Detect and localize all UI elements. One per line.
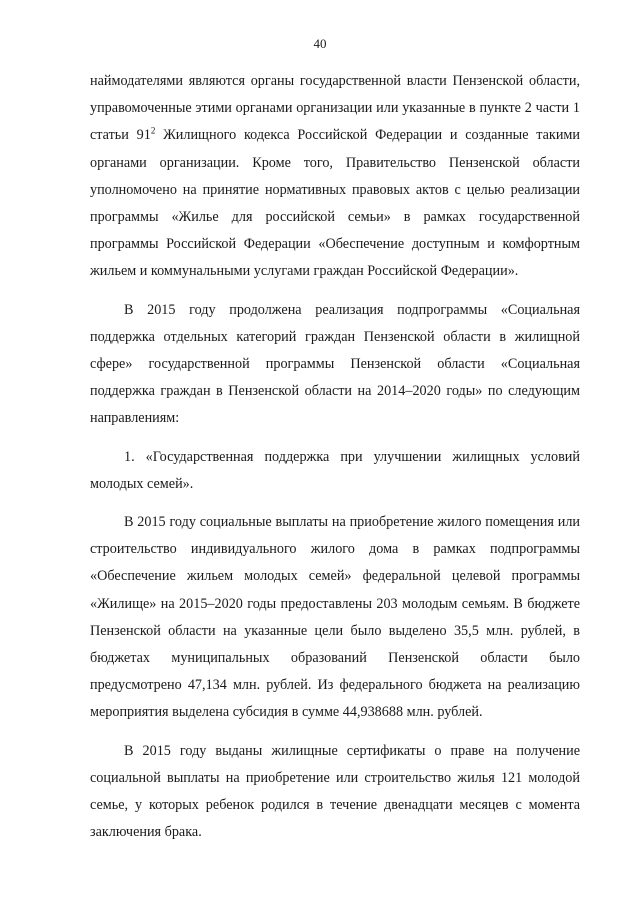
paragraph-social-payments: В 2015 году социальные выплаты на приобретение жилого помещения или строительство индивидуального жилого дома в рамках подпрограммы «Обеспечение жильем молодых семей» федеральной целевой программы «Жилище» на 2015–2020 годы предоставлены 203 молодым семьям. В бюджете Пензенской области на указанные цели было выделено 35,5 млн. рублей, в бюджетах муниципальных образований Пензенской области было предусмотрено 47,134 млн. рублей. Из федерального бюджета на реализацию мероприятия выделена субсидия в сумме 44,938688 млн. рублей. <box>90 514 580 721</box>
paragraph-housing-certificates: В 2015 году выданы жилищные сертификаты о праве на получение социальной выплаты на приобретение или строительство жилья 121 молодой семье, у которых ребенок родился в течение двенадцати месяцев с момента заключения брака. <box>90 742 580 841</box>
document-body <box>90 68 580 846</box>
paragraph-text: Жилищного кодекса Российской Федерации и созданные такими органами организации. Кроме того, Правительство Пензенской области уполномочено на принятие нормативных правовых актов с целью реализации программы «Жилье для российской семьи» в рамках государственной программы Российской Федерации «Обеспечение доступным и комфортным жильем и коммунальными услугами граждан Российской Федерации». <box>90 127 580 280</box>
paragraph-text: наймодателями являются органы государственной власти Пензенской области, управомоченные этими органами организации или указанные в пункте 2 части 1 статьи 91 <box>90 73 580 144</box>
superscript-index: 2 <box>150 125 156 136</box>
page-number: 40 <box>313 36 327 51</box>
paragraph-subprogram-intro: В 2015 году продолжена реализация подпрограммы «Социальная поддержка отдельных категорий граждан Пензенской области в жилищной сфере» государственной программы Пензенской области «Социальная поддержка граждан в Пензенской области на 2014–2020 годы» по следующим направлениям: <box>90 301 580 427</box>
paragraph-list-item-1: 1. «Государственная поддержка при улучшении жилищных условий молодых семей». <box>90 448 580 492</box>
paragraph-continuation <box>90 68 580 286</box>
